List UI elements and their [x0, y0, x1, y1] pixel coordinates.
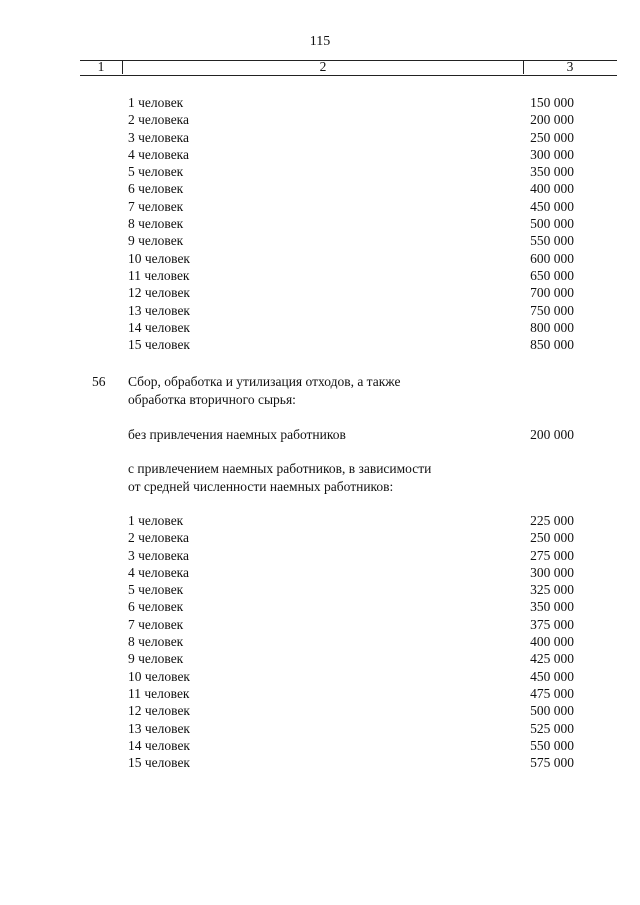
staff-count-label: 6 человек — [128, 599, 184, 615]
list-item — [0, 146, 640, 163]
list-item — [0, 111, 640, 128]
staff-count-label: 3 человека — [128, 547, 190, 563]
staff-count-label: 2 человека — [128, 530, 190, 546]
list-item — [0, 650, 640, 667]
staff-count-label: 14 человек — [128, 737, 190, 753]
amount-value: 375 000 — [530, 616, 574, 632]
staff-count-list-a — [0, 94, 640, 353]
staff-count-label: 14 человек — [128, 319, 190, 335]
item-title-line-2: обработка вторичного сырья: — [128, 392, 296, 407]
list-item — [0, 581, 640, 598]
amount-value: 450 000 — [530, 668, 574, 684]
amount-value: 250 000 — [530, 129, 574, 145]
staff-count-label: 15 человек — [128, 755, 190, 771]
list-item — [0, 547, 640, 564]
header-col-1: 1 — [97, 59, 105, 74]
with-workers-line-1: с привлечением наемных работников, в зависимости — [128, 461, 432, 476]
no-workers-label: без привлечения наемных работников — [128, 427, 346, 442]
header-col-3: 3 — [566, 59, 574, 74]
header-col-2: 2 — [122, 60, 524, 74]
staff-count-label: 10 человек — [128, 250, 190, 266]
list-item — [0, 598, 640, 615]
amount-value: 300 000 — [530, 564, 574, 580]
amount-value: 550 000 — [530, 233, 574, 249]
page-number: 115 — [309, 34, 331, 49]
amount-value: 350 000 — [530, 599, 574, 615]
amount-value: 600 000 — [530, 250, 574, 266]
item-title-line-1: Сбор, обработка и утилизация отходов, а также — [128, 374, 401, 389]
list-item — [0, 529, 640, 546]
amount-value: 225 000 — [530, 513, 574, 528]
table-header — [80, 60, 617, 76]
staff-count-label: 1 человек — [128, 95, 184, 110]
amount-value: 500 000 — [530, 703, 574, 719]
staff-count-list-b — [0, 512, 640, 771]
staff-count-label: 7 человек — [128, 616, 184, 632]
list-item — [0, 616, 640, 633]
staff-count-label: 11 человек — [128, 685, 190, 701]
list-item — [0, 512, 640, 529]
list-item — [0, 284, 640, 301]
staff-count-label: 5 человек — [128, 164, 184, 180]
staff-count-label: 15 человек — [128, 337, 190, 353]
list-item — [0, 319, 640, 336]
list-item — [0, 94, 640, 111]
amount-value: 750 000 — [530, 302, 574, 318]
amount-value: 325 000 — [530, 582, 574, 598]
list-item — [0, 129, 640, 146]
list-item — [0, 163, 640, 180]
staff-count-label: 8 человек — [128, 216, 184, 232]
amount-value: 400 000 — [530, 634, 574, 650]
list-item — [0, 336, 640, 353]
list-item — [0, 737, 640, 754]
amount-value: 500 000 — [530, 216, 574, 232]
amount-value: 450 000 — [530, 198, 574, 214]
staff-count-label: 7 человек — [128, 198, 184, 214]
list-item — [0, 215, 640, 232]
staff-count-label: 11 человек — [128, 267, 190, 283]
list-item — [0, 720, 640, 737]
staff-count-label: 4 человека — [128, 564, 190, 580]
staff-count-label: 12 человек — [128, 703, 190, 719]
amount-value: 275 000 — [530, 547, 574, 563]
staff-count-label: 5 человек — [128, 582, 184, 598]
staff-count-label: 9 человек — [128, 233, 184, 249]
amount-value: 700 000 — [530, 285, 574, 301]
staff-count-label: 13 человек — [128, 302, 190, 318]
staff-count-label: 10 человек — [128, 668, 190, 684]
amount-value: 850 000 — [530, 337, 574, 353]
list-item — [0, 754, 640, 771]
list-item — [0, 267, 640, 284]
amount-value: 350 000 — [530, 164, 574, 180]
staff-count-label: 8 человек — [128, 634, 184, 650]
amount-value: 425 000 — [530, 651, 574, 667]
amount-value: 650 000 — [530, 267, 574, 283]
amount-value: 200 000 — [530, 112, 574, 128]
staff-count-label: 1 человек — [128, 513, 184, 528]
amount-value: 525 000 — [530, 720, 574, 736]
list-item — [0, 302, 640, 319]
staff-count-label: 4 человека — [128, 146, 190, 162]
with-workers-line-2: от средней численности наемных работников: — [128, 479, 394, 494]
amount-value: 150 000 — [530, 95, 574, 110]
list-item — [0, 180, 640, 197]
list-item — [0, 633, 640, 650]
no-workers-row — [0, 426, 640, 443]
list-item — [0, 668, 640, 685]
staff-count-label: 2 человека — [128, 112, 190, 128]
staff-count-label: 13 человек — [128, 720, 190, 736]
list-item — [0, 232, 640, 249]
amount-value: 250 000 — [530, 530, 574, 546]
list-item — [0, 685, 640, 702]
staff-count-label: 12 человек — [128, 285, 190, 301]
staff-count-label: 9 человек — [128, 651, 184, 667]
list-item — [0, 702, 640, 719]
list-item — [0, 198, 640, 215]
amount-value: 575 000 — [530, 755, 574, 771]
item-number: 56 — [92, 374, 106, 389]
staff-count-label: 6 человек — [128, 181, 184, 197]
list-item — [0, 564, 640, 581]
staff-count-label: 3 человека — [128, 129, 190, 145]
amount-value: 800 000 — [530, 319, 574, 335]
no-workers-value: 200 000 — [530, 427, 574, 442]
amount-value: 400 000 — [530, 181, 574, 197]
amount-value: 300 000 — [530, 146, 574, 162]
amount-value: 550 000 — [530, 737, 574, 753]
list-item — [0, 250, 640, 267]
amount-value: 475 000 — [530, 685, 574, 701]
